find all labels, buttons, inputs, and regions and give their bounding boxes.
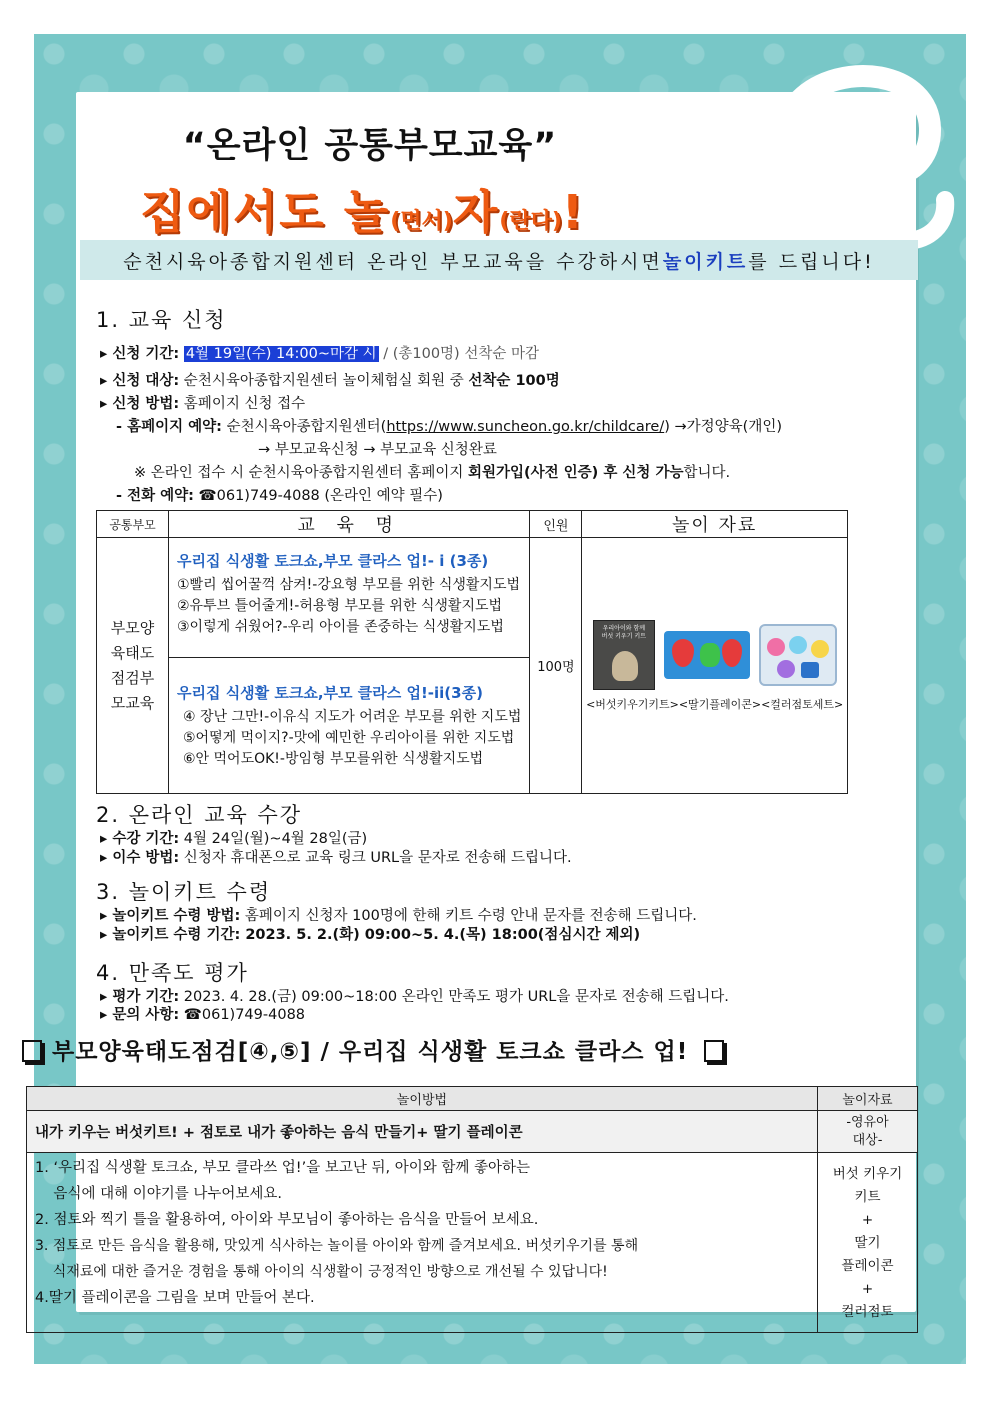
apply-target-value: 순천시육아종합지원센터 놀이체험실 회원 중 [179,373,469,389]
course-item-2: ②유투브 틀어줄게!-허용형 부모를 위한 식생활지도법 [177,598,503,614]
clay-yellow-icon [811,640,829,658]
course-group-1 [169,538,530,658]
course-group-2-title: 우리집 식생활 토크쇼,부모 클라스 업!-ii(3종) [177,684,483,702]
material-4: 딸기 [854,1235,881,1251]
web-reservation-label: - 홈페이지 예약: [116,419,222,435]
course-item-5: ⑤어떻게 먹이지?-맛에 예민한 우리아이를 위한 지도법 [183,730,515,746]
course-period-value: 4월 24일(월)~4월 28일(금) [179,831,368,847]
apply-period-tail: / (총100명) 선착순 마감 [378,346,539,362]
apply-target-line [100,369,560,390]
completion-method-value: 신청자 휴대폰으로 교육 링크 URL을 문자로 전송해 드립니다. [179,850,572,866]
inquiry-label: ▸ 문의 사항: [100,1007,180,1023]
apply-period-label: ▸ 신청 기간: [100,346,180,362]
activity-col2-header: 놀이자료 [818,1087,918,1111]
material-3: + [861,1212,874,1228]
notice-bold: 회원가입(사전 인증) 후 신청 가능 [467,465,684,481]
section-2-title: 2. 온라인 교육 수강 [96,803,303,827]
activity-step-1: 1. ‘우리집 식생활 토크쇼, 부모 클라쓰 업!’을 보고난 뒤, 아이와 함께 좋아하는 [35,1160,530,1176]
material-1: 버섯 키우기 [832,1166,903,1182]
completion-method-line [100,846,572,867]
web-reservation-value: 순천시육아종합지원센터( [221,419,387,435]
header-count: 인원 [530,511,582,538]
strawberry-icon-2 [722,639,742,667]
subtitle-part-3: 자 [452,185,500,239]
checkbox-icon [22,1040,42,1062]
clay-pink-icon [767,638,785,656]
kit-pickup-method-value: 홈페이지 신청자 100명에 한해 키트 수령 안내 문자를 전송해 드립니다. [240,908,697,924]
mushroom-kit-box-text: 우리아이와 함께 버섯 키우기 키트 [601,624,646,640]
course-item-1: ①빨리 씹어꿀꺽 삼켜!-강요형 부모를 위한 식생활지도법 [177,577,520,593]
activity-header-row [27,1087,918,1111]
header-materials: 놀이 자료 [582,511,848,538]
info-banner [80,240,918,280]
swirl-decoration-icon [780,60,960,270]
activity-step-2: 2. 점토와 찍기 틀을 활용하여, 아이와 부모님이 좋아하는 음식을 만들어 보세요. [35,1212,539,1228]
checkbox-icon-end [704,1040,724,1062]
clay-label-icon [801,662,819,678]
activity-target: -영유아 대상- [818,1111,918,1153]
activity-heading [22,1033,724,1066]
kit-pickup-period-value: 2023. 5. 2.(화) 09:00~5. 4.(목) 18:00(점심시간 제외) [240,927,641,943]
strawberry-playcorn-image [664,631,750,679]
color-clay-set-image [759,624,837,686]
section-4-title: 4. 만족도 평가 [96,961,249,985]
activity-step-3: 3. 점토로 만든 음식을 활용해, 맛있게 식사하는 놀이를 아이와 함께 즐겨보세요. 버섯키우기를 통해 [35,1238,639,1254]
course-materials [582,538,848,794]
clay-purple-icon [777,660,795,678]
clay-blue-icon [789,636,807,654]
apply-period-line [100,342,539,363]
page-title: “온라인 공통부모교육” [182,126,558,166]
apply-method-line [100,392,305,413]
kit-caption: <버섯키우기키트><딸기플레이콘><컬러점토세트> [586,697,844,711]
leaf-icon [700,643,720,667]
section-3-title: 3. 놀이키트 수령 [96,880,272,904]
material-5: 플레이콘 [841,1258,894,1274]
material-2: 키트 [854,1189,881,1205]
activity-step-4: 4.딸기 플레이콘을 그림을 보며 만들어 본다. [35,1290,315,1306]
material-7: 컬러점토 [841,1304,894,1320]
mushroom-icon [612,651,638,681]
inquiry-line [100,1003,305,1024]
phone-reservation-value: ☎061)749-4088 (온라인 예약 필수) [193,488,443,504]
inquiry-value: ☎061)749-4088 [179,1007,306,1023]
course-category: 부모양 육태도 점검부 모교육 [97,538,169,794]
subtitle-part-2: (면서) [390,209,453,234]
kit-pickup-method-line [100,904,697,925]
apply-target-label: ▸ 신청 대상: [100,373,180,389]
course-item-3: ③이렇게 쉬웠어?-우리 아이를 존중하는 식생활지도법 [177,619,504,635]
web-reservation-tail: ) →가정양육(개인) [664,419,783,435]
course-row-1 [97,538,848,658]
course-group-2 [169,658,530,794]
course-period-line [100,827,367,848]
banner-highlight: 놀이키트 [662,250,749,273]
apply-period-value: 4월 19일(수) 14:00~마감 시 [185,346,377,362]
notice-line [134,461,730,482]
activity-step-3b: 식재료에 대한 즐거운 경험을 통해 아이의 식생활이 긍정적인 방향으로 개선될 수 있답니다! [35,1264,608,1280]
kit-pickup-method-label: ▸ 놀이키트 수령 방법: [100,908,241,924]
course-item-6: ⑥안 먹어도OK!-방임형 부모를위한 식생활지도법 [183,751,484,767]
course-period-label: ▸ 수강 기간: [100,831,180,847]
phone-reservation-line [116,484,443,505]
kit-pickup-period-label: ▸ 놀이키트 수령 기간: [100,927,241,943]
material-6: + [861,1281,874,1297]
strawberry-icon [672,639,694,667]
apply-method-label: ▸ 신청 방법: [100,396,180,412]
apply-target-bold: 선착순 100명 [468,373,560,389]
subtitle-part-5: ! [561,185,585,239]
activity-materials [818,1153,918,1333]
section-1-title: 1. 교육 신청 [96,308,227,332]
activity-heading-text: 부모양육태도점검[④,⑤] / 우리집 식생활 토크쇼 클라스 업! [52,1039,689,1065]
survey-period-value: 2023. 4. 28.(금) 09:00~18:00 온라인 만족도 평가 URL을 문자로 전송해 드립니다. [179,989,729,1005]
course-table-header [97,511,848,538]
activity-col1-header: 놀이방법 [27,1087,818,1111]
course-group-1-title: 우리집 식생활 토크쇼,부모 클라스 업!- i (3종) [177,552,489,570]
apply-method-value: 홈페이지 신청 접수 [179,396,306,412]
web-reservation-line2: → 부모교육신청 → 부모교육 신청완료 [258,442,497,458]
banner-text-end: 를 드립니다! [748,250,875,273]
banner-text: 순천시육아종합지원센터 온라인 부모교육을 수강하시면 [123,250,663,273]
mushroom-kit-image [593,620,655,690]
childcare-link[interactable]: https://www.suncheon.go.kr/childcare/ [386,419,665,435]
completion-method-label: ▸ 이수 방법: [100,850,180,866]
subtitle-part-4: (란다) [499,209,562,234]
subtitle-part-1: 집에서도 놀 [140,185,391,239]
kit-pickup-period-line [100,923,640,944]
activity-table [26,1086,918,1333]
activity-steps [27,1153,818,1333]
activity-steps-row [27,1153,918,1333]
survey-period-label: ▸ 평가 기간: [100,989,180,1005]
course-table [96,510,848,794]
notice-suffix: 합니다. [683,465,731,481]
web-reservation-line [116,415,782,436]
activity-subtitle-row [27,1111,918,1153]
activity-subtitle: 내가 키우는 버섯키트! + 점토로 내가 좋아하는 음식 만들기+ 딸기 플레이콘 [27,1111,818,1153]
notice-prefix: ※ 온라인 접수 시 순천시육아종합지원센터 홈페이지 [134,465,468,481]
phone-reservation-label: - 전화 예약: [116,488,194,504]
kit-images [582,620,847,690]
page-subtitle [140,176,585,242]
header-course-name: 교 육 명 [169,511,530,538]
course-item-4: ④ 장난 그만!-이유식 지도가 어려운 부모를 위한 지도법 [183,709,522,725]
header-category: 공통부모 [97,511,169,538]
course-count: 100명 [530,538,582,794]
activity-step-1b: 음식에 대해 이야기를 나누어보세요. [35,1186,282,1202]
